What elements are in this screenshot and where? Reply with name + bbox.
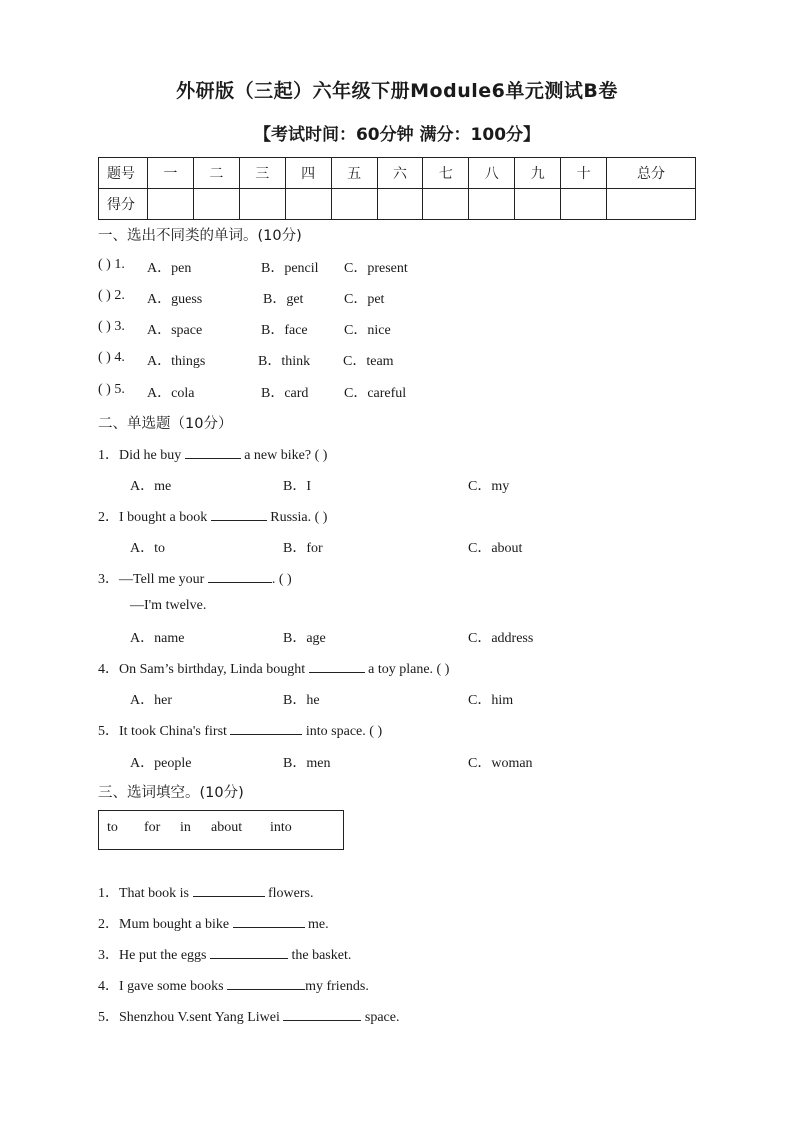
answer-blank[interactable] xyxy=(233,913,305,928)
s3-question-4 xyxy=(98,975,369,995)
score-cell: 七 xyxy=(423,158,469,189)
score-cell: 四 xyxy=(285,158,331,189)
s1-item-1-option-b: B．pencil xyxy=(261,261,319,276)
s2-q5-option-b: B．men xyxy=(283,756,331,771)
s2-q3-option-c: C．address xyxy=(468,631,534,646)
s2-question-2 xyxy=(98,506,327,526)
score-table xyxy=(98,157,696,220)
score-cell: 题号 xyxy=(99,158,148,189)
word-bank-word: for xyxy=(144,820,161,835)
s2-question-4 xyxy=(98,658,449,678)
question-text: 4．On Sam’s birthday, Linda bought xyxy=(98,662,306,677)
s2-q4-option-b: B．he xyxy=(283,693,320,708)
question-text: 1．That book is xyxy=(98,886,189,901)
s1-item-3-option-a: A．space xyxy=(147,323,203,338)
score-input-cell[interactable] xyxy=(148,189,194,220)
question-text: 4．I gave some books xyxy=(98,979,224,994)
page-title: 外研版（三起）六年级下册Module6单元测试B卷 xyxy=(176,80,618,102)
score-cell: 二 xyxy=(193,158,239,189)
s2-q3-option-b: B．age xyxy=(283,631,326,646)
s1-item-1-option-c: C．present xyxy=(344,261,408,276)
score-input-cell[interactable] xyxy=(469,189,515,220)
s1-item-2-option-a: A．guess xyxy=(147,292,203,307)
s1-item-2-option-c: C．pet xyxy=(344,292,385,307)
score-cell: 五 xyxy=(331,158,377,189)
score-input-cell[interactable] xyxy=(377,189,423,220)
s2-question-3 xyxy=(98,568,292,588)
score-cell: 三 xyxy=(239,158,285,189)
score-table-score-row xyxy=(99,189,696,220)
answer-blank[interactable] xyxy=(210,944,288,959)
score-cell: 六 xyxy=(377,158,423,189)
question-text: 2．I bought a book xyxy=(98,510,208,525)
score-input-cell[interactable] xyxy=(193,189,239,220)
s1-item-4-option-c: C．team xyxy=(343,354,394,369)
question-text: 3．—Tell me your xyxy=(98,572,205,587)
question-text: space. xyxy=(364,1010,400,1025)
question-text: the basket. xyxy=(291,948,352,963)
score-cell: 总分 xyxy=(607,158,696,189)
s2-q1-option-a: A．me xyxy=(130,479,172,494)
s2-q5-option-a: A．people xyxy=(130,756,192,771)
s1-item-5-option-c: C．careful xyxy=(344,386,407,401)
s2-q3-option-a: A．name xyxy=(130,631,185,646)
question-text: flowers. xyxy=(268,886,314,901)
question-text: 3．He put the eggs xyxy=(98,948,207,963)
s1-item-3-number: ( ) 3. xyxy=(98,319,125,334)
score-row-label: 得分 xyxy=(99,189,148,220)
question-text: my friends. xyxy=(305,979,369,994)
s2-q2-option-c: C．about xyxy=(468,541,523,556)
s2-q1-option-b: B．I xyxy=(283,479,311,494)
answer-blank[interactable] xyxy=(230,720,302,735)
s1-item-4-number: ( ) 4. xyxy=(98,350,125,365)
word-bank-word: in xyxy=(180,820,191,835)
s2-q4-option-a: A．her xyxy=(130,693,172,708)
s1-item-4-option-a: A．things xyxy=(147,354,206,369)
s1-item-3-option-b: B．face xyxy=(261,323,308,338)
score-input-cell[interactable] xyxy=(331,189,377,220)
s3-question-2 xyxy=(98,913,329,933)
s1-item-4-option-b: B．think xyxy=(258,354,311,369)
s2-q5-option-c: C．woman xyxy=(468,756,533,771)
score-cell: 九 xyxy=(515,158,561,189)
s3-question-5 xyxy=(98,1006,399,1026)
score-input-cell[interactable] xyxy=(607,189,696,220)
s2-q2-option-a: A．to xyxy=(130,541,165,556)
section-3-heading: 三、选词填空。(10分) xyxy=(98,785,244,801)
score-input-cell[interactable] xyxy=(515,189,561,220)
score-cell: 八 xyxy=(469,158,515,189)
score-input-cell[interactable] xyxy=(239,189,285,220)
s2-q2-option-b: B．for xyxy=(283,541,323,556)
section-2-heading: 二、单选题（10分） xyxy=(98,416,233,432)
s1-item-5-number: ( ) 5. xyxy=(98,382,125,397)
s1-item-3-option-c: C．nice xyxy=(344,323,391,338)
score-input-cell[interactable] xyxy=(423,189,469,220)
score-table-header-row xyxy=(99,158,696,189)
s2-q3-answer-line: —I'm twelve. xyxy=(130,598,207,613)
s2-question-5 xyxy=(98,720,382,740)
s1-item-1-number: ( ) 1. xyxy=(98,257,125,272)
question-text: 5．It took China's first xyxy=(98,724,227,739)
s1-item-5-option-b: B．card xyxy=(261,386,309,401)
question-text: a new bike? ( ) xyxy=(244,448,328,463)
question-text: 2．Mum bought a bike xyxy=(98,917,230,932)
word-bank-box xyxy=(98,810,344,850)
s1-item-2-option-b: B．get xyxy=(263,292,304,307)
word-bank-word: into xyxy=(270,820,292,835)
answer-blank[interactable] xyxy=(309,658,365,673)
answer-blank[interactable] xyxy=(283,1006,361,1021)
score-input-cell[interactable] xyxy=(285,189,331,220)
word-bank-word: to xyxy=(107,820,118,835)
s2-q1-option-c: C．my xyxy=(468,479,510,494)
question-text: me. xyxy=(308,917,329,932)
s1-item-1-option-a: A．pen xyxy=(147,261,192,276)
section-1-heading: 一、选出不同类的单词。(10分) xyxy=(98,228,302,244)
answer-blank[interactable] xyxy=(208,568,272,583)
s1-item-5-option-a: A．cola xyxy=(147,386,195,401)
exam-info: 【考试时间：60分钟 满分：100分】 xyxy=(253,125,541,145)
answer-blank[interactable] xyxy=(227,975,305,990)
word-bank-word: about xyxy=(211,820,243,835)
question-text: into space. ( ) xyxy=(305,724,383,739)
s3-question-3 xyxy=(98,944,351,964)
question-text: a toy plane. ( ) xyxy=(368,662,450,677)
s3-question-1 xyxy=(98,882,314,902)
s2-q4-option-c: C．him xyxy=(468,693,514,708)
s1-item-2-number: ( ) 2. xyxy=(98,288,125,303)
question-text: 1．Did he buy xyxy=(98,448,182,463)
answer-blank[interactable] xyxy=(193,882,265,897)
question-text: . ( ) xyxy=(271,572,292,587)
score-cell: 一 xyxy=(148,158,194,189)
answer-blank[interactable] xyxy=(211,506,267,521)
question-text: Russia. ( ) xyxy=(270,510,328,525)
score-cell: 十 xyxy=(561,158,607,189)
answer-blank[interactable] xyxy=(185,444,241,459)
score-input-cell[interactable] xyxy=(561,189,607,220)
s2-question-1 xyxy=(98,444,327,464)
question-text: 5．Shenzhou V.sent Yang Liwei xyxy=(98,1010,280,1025)
